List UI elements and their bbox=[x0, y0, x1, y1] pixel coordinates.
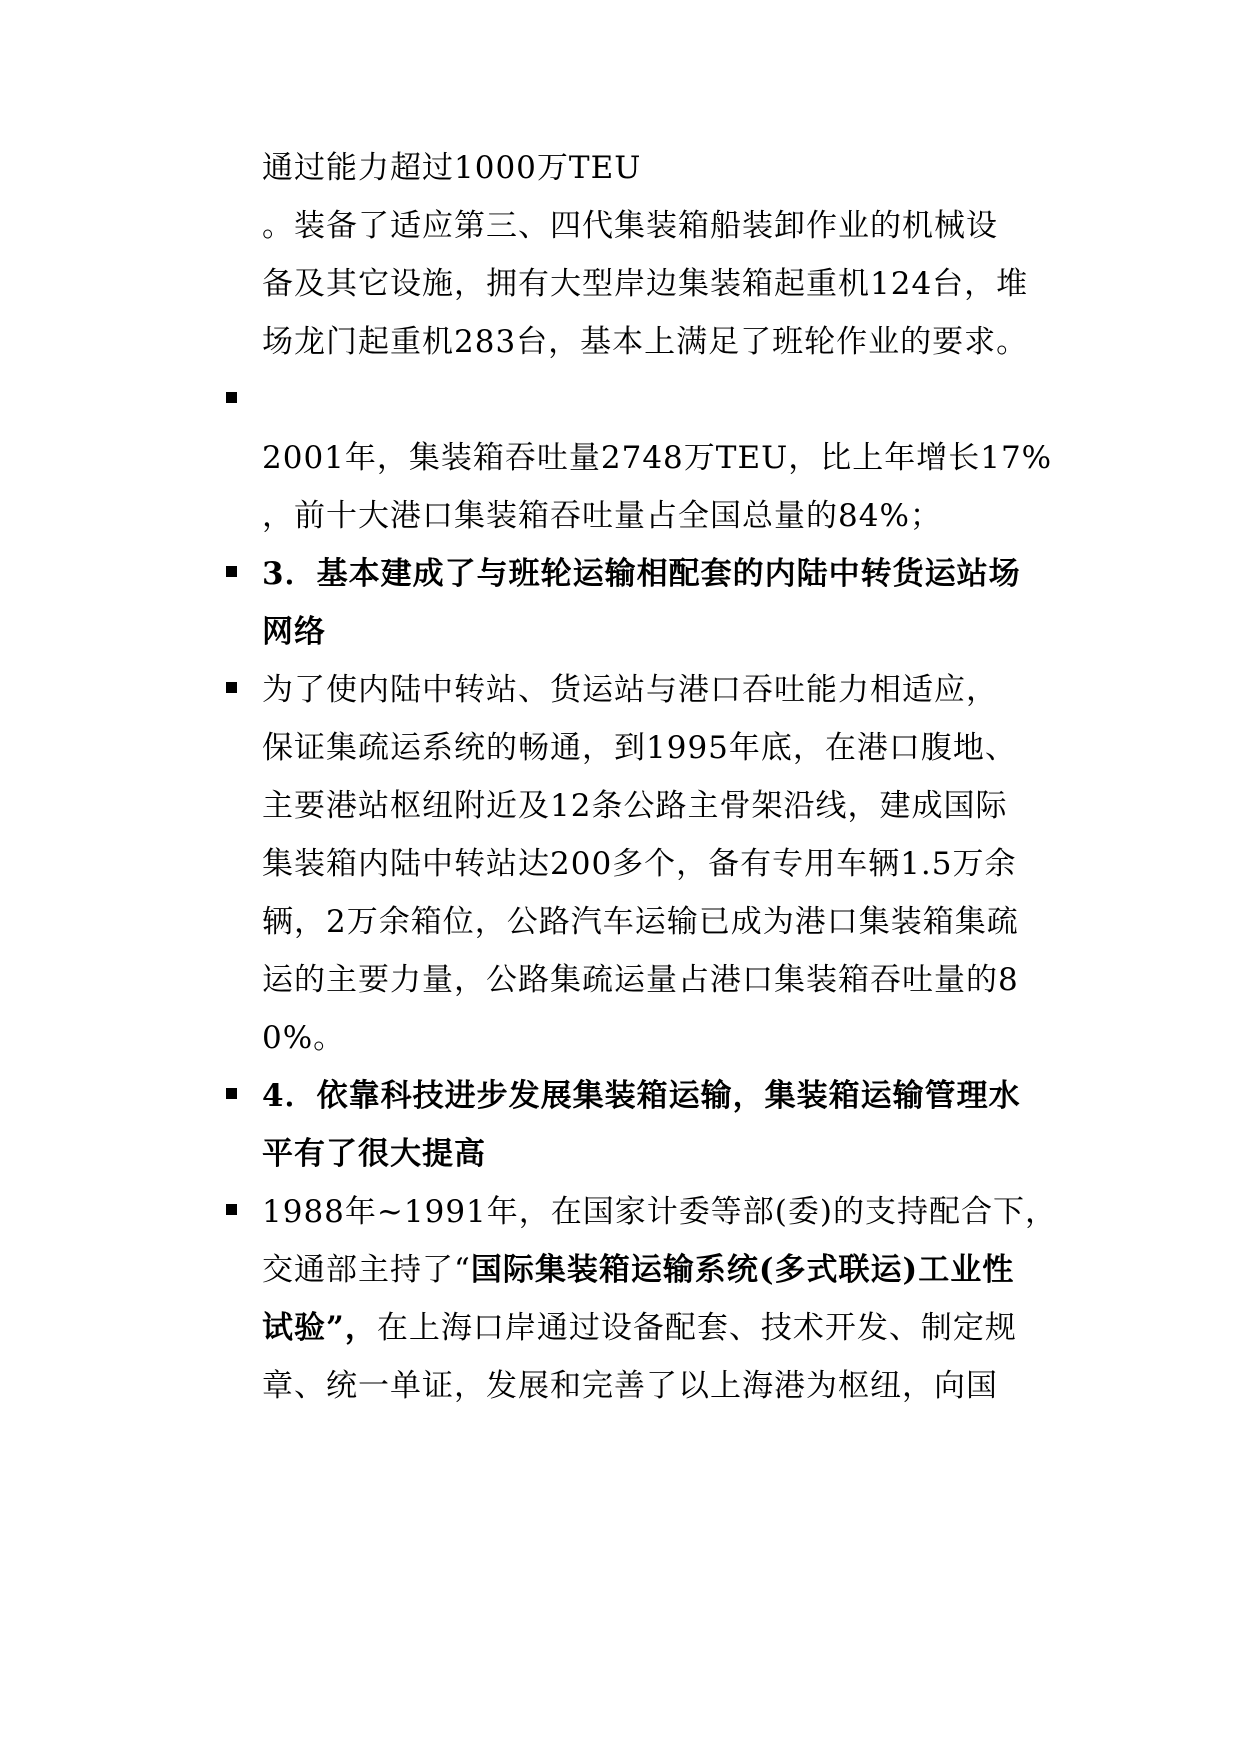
bullet-icon bbox=[226, 392, 237, 403]
paragraph-line: 运的主要力量，公路集疏运量占港口集装箱吞吐量的8 bbox=[262, 962, 1019, 998]
section-heading: 网络 bbox=[262, 614, 326, 650]
section-heading: 4．依靠科技进步发展集装箱运输，集装箱运输管理水 bbox=[262, 1078, 1021, 1114]
paragraph-line: 集装箱内陆中转站达200多个，备有专用车辆1.5万余 bbox=[262, 846, 1017, 882]
paragraph-line: 章、统一单证，发展和完善了以上海港为枢纽，向国 bbox=[262, 1368, 998, 1404]
paragraph-line: 0%。 bbox=[262, 1020, 346, 1056]
bullet-icon bbox=[226, 566, 237, 577]
paragraph-line: 1988年~1991年，在国家计委等部(委)的支持配合下， bbox=[262, 1194, 1057, 1230]
section-heading: 3．基本建成了与班轮运输相配套的内陆中转货运站场 bbox=[262, 556, 1021, 592]
section-heading: 平有了很大提高 bbox=[262, 1136, 486, 1172]
paragraph-line: 为了使内陆中转站、货运站与港口吞吐能力相适应， bbox=[262, 672, 998, 708]
bullet-icon bbox=[226, 1204, 237, 1215]
bullet-icon bbox=[226, 682, 237, 693]
paragraph-line: 。装备了适应第三、四代集装箱船装卸作业的机械设 bbox=[262, 208, 998, 244]
paragraph-line: 场龙门起重机283台，基本上满足了班轮作业的要求。 bbox=[262, 324, 1029, 360]
paragraph-text: 在上海口岸通过设备配套、技术开发、制定规 bbox=[376, 1310, 1017, 1346]
emphasis-text: 国际集装箱运输系统(多式联运)工业性 bbox=[470, 1252, 1015, 1288]
paragraph-line: 保证集疏运系统的畅通，到1995年底，在港口腹地、 bbox=[262, 730, 1017, 766]
paragraph-line: 2001年，集装箱吞吐量2748万TEU，比上年增长17% bbox=[262, 440, 1053, 476]
paragraph-line: 备及其它设施，拥有大型岸边集装箱起重机124台，堆 bbox=[262, 266, 1029, 302]
paragraph-text: 交通部主持了“ bbox=[262, 1252, 471, 1288]
paragraph-line-mixed bbox=[262, 1308, 1017, 1348]
emphasis-text: 试验”， bbox=[262, 1310, 377, 1346]
paragraph-line-mixed bbox=[262, 1250, 1014, 1290]
bullet-icon bbox=[226, 1088, 237, 1099]
paragraph-line: 辆，2万余箱位，公路汽车运输已成为港口集装箱集疏 bbox=[262, 904, 1019, 940]
paragraph-line: 通过能力超过1000万TEU bbox=[262, 150, 642, 186]
paragraph-line: 主要港站枢纽附近及12条公路主骨架沿线，建成国际 bbox=[262, 788, 1008, 824]
paragraph-line: ，前十大港口集装箱吞吐量占全国总量的84%； bbox=[262, 498, 942, 534]
